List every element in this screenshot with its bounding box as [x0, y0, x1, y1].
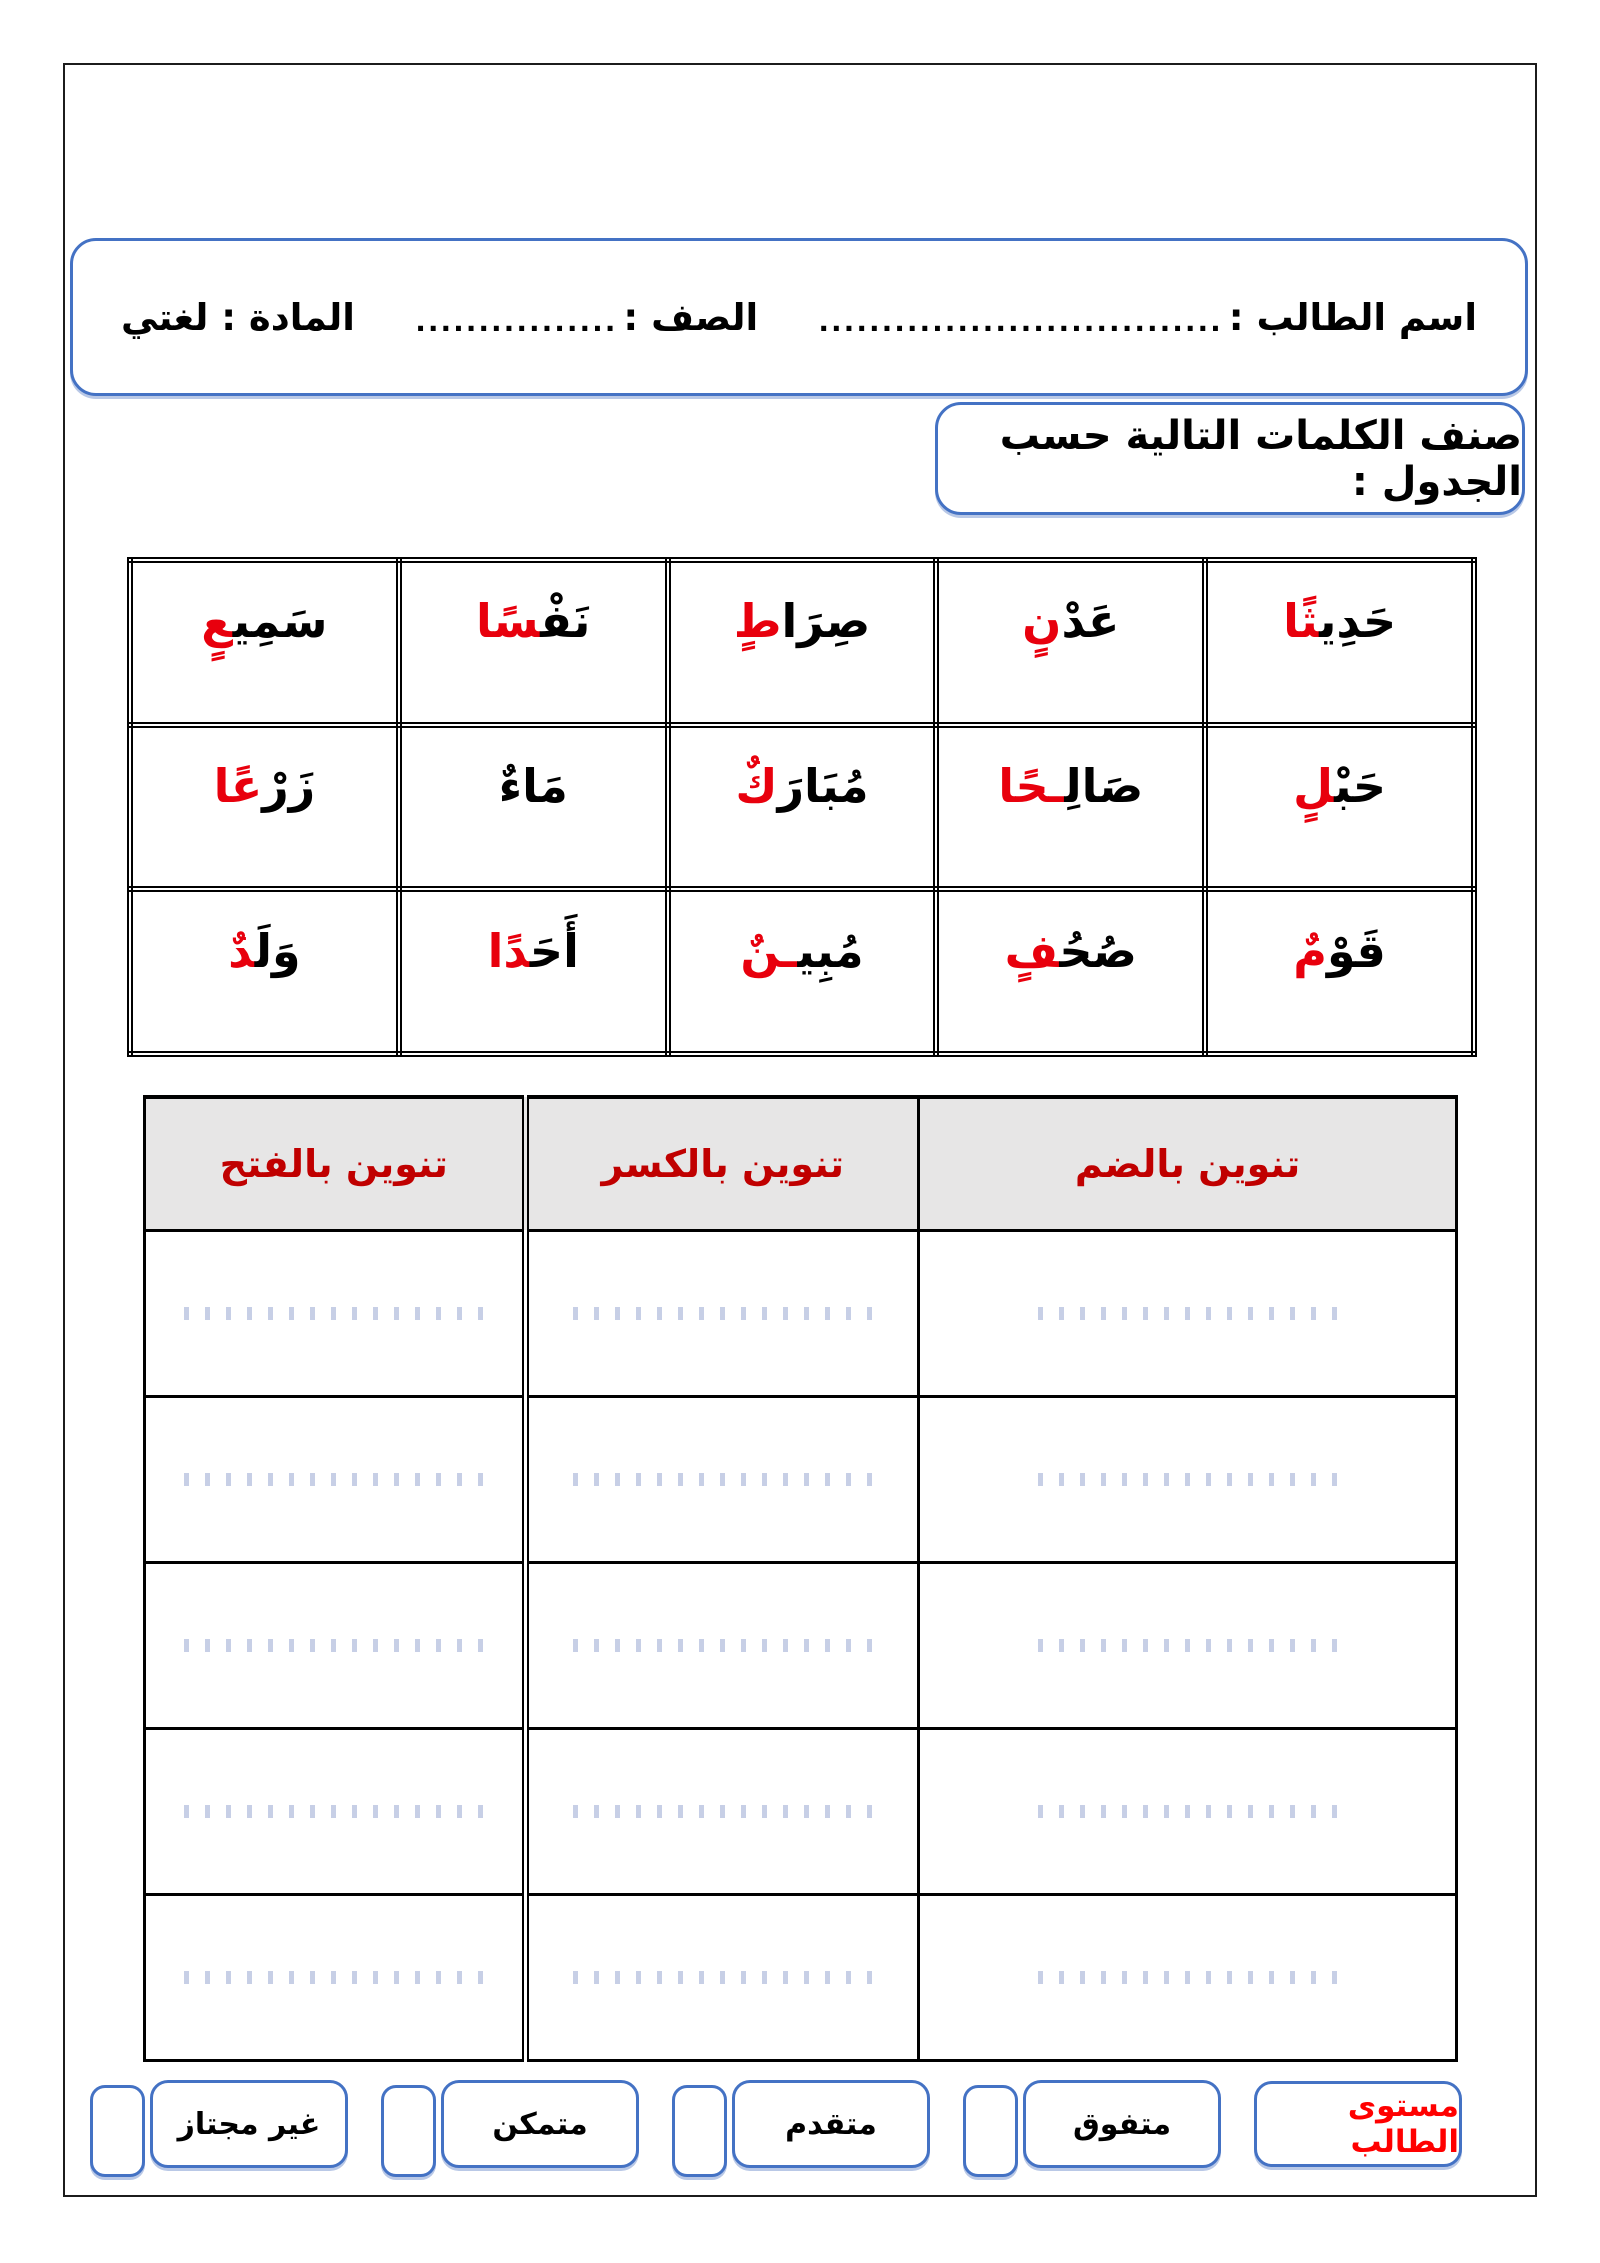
word-red-tanween: ـنٌ — [740, 923, 798, 978]
word-cell — [130, 560, 399, 725]
level-ghair-mujtaz: غير مجتاز — [150, 2080, 348, 2168]
student-level-footer — [90, 2072, 1462, 2176]
word-cell — [399, 725, 668, 890]
word-cell — [1205, 725, 1474, 890]
answer-cell-kasr[interactable] — [525, 1562, 919, 1728]
answer-cell-damm[interactable] — [919, 1894, 1457, 2060]
answer-cell-damm[interactable] — [919, 1728, 1457, 1894]
word-red-tanween: سًا — [475, 594, 541, 649]
subject-label: المادة : لغتي — [121, 295, 355, 339]
answer-cell-kasr[interactable] — [525, 1230, 919, 1396]
answer-row — [145, 1562, 1457, 1728]
answer-cell-fath[interactable] — [145, 1396, 526, 1562]
level-mutafawwiq: متفوق — [1023, 2080, 1221, 2168]
answer-cell-kasr[interactable] — [525, 1728, 919, 1894]
level-mutaqaddim: متقدم — [732, 2080, 930, 2168]
answer-placeholder — [573, 1639, 873, 1652]
word-cell — [1205, 889, 1474, 1054]
instruction-text: صنف الكلمات التالية حسب الجدول : — [999, 412, 1522, 505]
word-cell — [936, 889, 1205, 1054]
header-tanween-fath: تنوين بالفتح — [145, 1097, 526, 1230]
answer-placeholder — [1038, 1473, 1338, 1486]
student-info-box — [70, 238, 1528, 396]
classification-header-row — [145, 1097, 1457, 1230]
answer-cell-fath[interactable] — [145, 1562, 526, 1728]
answer-placeholder — [184, 1639, 484, 1652]
answer-placeholder — [573, 1805, 873, 1818]
word-red-tanween: نٍ — [1022, 594, 1062, 649]
answer-placeholder — [184, 1805, 484, 1818]
word-cell — [936, 560, 1205, 725]
answer-row — [145, 1396, 1457, 1562]
word-red-tanween: لٍ — [1293, 758, 1335, 813]
word-red-tanween: دٌ — [228, 923, 255, 978]
answer-placeholder — [184, 1307, 484, 1320]
level-mutamakkin: متمكن — [441, 2080, 639, 2168]
word-red-tanween: طٍ — [733, 594, 782, 649]
student-info-line — [73, 241, 1525, 393]
word-red-tanween: دًا — [487, 923, 530, 978]
word-black: صَالِ — [1064, 758, 1144, 813]
checkbox-mutafawwiq[interactable] — [963, 2085, 1018, 2177]
word-black: أَحَ — [529, 923, 579, 978]
class-label: الصف : — [623, 295, 759, 339]
word-cell — [130, 889, 399, 1054]
word-cell — [1205, 560, 1474, 725]
word-red-tanween: عٍ — [201, 594, 233, 649]
word-black: وَلَ — [254, 923, 301, 978]
answer-placeholder — [573, 1307, 873, 1320]
answer-cell-fath[interactable] — [145, 1230, 526, 1396]
word-black: عَدْ — [1061, 594, 1120, 649]
level-pair-ghair-mujtaz — [90, 2078, 348, 2170]
header-tanween-kasr: تنوين بالكسر — [525, 1097, 919, 1230]
word-black: سَمِي — [232, 594, 328, 649]
answer-placeholder — [184, 1971, 484, 1984]
level-pair-mutaqaddim — [672, 2078, 930, 2170]
classification-table — [143, 1095, 1458, 2062]
word-grid — [127, 557, 1477, 1057]
word-cell — [130, 725, 399, 890]
word-black: مُبَارَ — [777, 758, 869, 813]
level-pair-mutafawwiq — [963, 2078, 1221, 2170]
checkbox-mutamakkin[interactable] — [381, 2085, 436, 2177]
word-red-tanween: مٌ — [1293, 923, 1327, 978]
word-red-tanween: ثًا — [1283, 594, 1320, 649]
word-cell — [668, 560, 937, 725]
checkbox-mutaqaddim[interactable] — [672, 2085, 727, 2177]
answer-row — [145, 1728, 1457, 1894]
student-name-label: اسم الطالب : — [1228, 295, 1477, 339]
word-grid-row — [130, 725, 1474, 890]
instruction-box — [935, 402, 1525, 515]
word-black: صُحُ — [1059, 923, 1137, 978]
answer-cell-fath[interactable] — [145, 1894, 526, 2060]
word-black: حَبْ — [1334, 758, 1387, 813]
answer-cell-kasr[interactable] — [525, 1396, 919, 1562]
word-red-tanween: كٌ — [735, 758, 778, 813]
answer-cell-damm[interactable] — [919, 1230, 1457, 1396]
word-cell — [399, 560, 668, 725]
subject-field — [121, 296, 355, 339]
word-cell — [936, 725, 1205, 890]
student-level-title: مستوى الطالب — [1254, 2081, 1462, 2167]
answer-cell-damm[interactable] — [919, 1562, 1457, 1728]
word-grid-row — [130, 889, 1474, 1054]
answer-cell-fath[interactable] — [145, 1728, 526, 1894]
student-name-blank[interactable]: ................................ — [818, 304, 1223, 338]
answer-row — [145, 1894, 1457, 2060]
student-name-field — [812, 296, 1477, 339]
word-red-tanween: فٍ — [1004, 923, 1060, 978]
word-cell — [399, 889, 668, 1054]
word-black: قَوْ — [1326, 923, 1386, 978]
word-black: حَدِي — [1319, 594, 1397, 649]
word-black: نَفْ — [540, 594, 591, 649]
word-red-tanween: عًا — [213, 758, 263, 813]
answer-placeholder — [573, 1473, 873, 1486]
answer-placeholder — [1038, 1639, 1338, 1652]
word-cell — [668, 889, 937, 1054]
answer-placeholder — [1038, 1805, 1338, 1818]
word-black: مُبِي — [797, 923, 864, 978]
class-field — [409, 296, 758, 339]
answer-placeholder — [573, 1971, 873, 1984]
word-black: صِرَا — [781, 594, 871, 649]
answer-placeholder — [1038, 1307, 1338, 1320]
word-cell — [668, 725, 937, 890]
word-grid-row — [130, 560, 1474, 725]
word-black: مَاءٌ — [498, 758, 568, 813]
class-blank[interactable]: ................ — [415, 304, 618, 338]
answer-placeholder — [184, 1473, 484, 1486]
checkbox-ghair-mujtaz[interactable] — [90, 2085, 145, 2177]
answer-placeholder — [1038, 1971, 1338, 1984]
answer-cell-kasr[interactable] — [525, 1894, 919, 2060]
level-pair-mutamakkin — [381, 2078, 639, 2170]
answer-cell-damm[interactable] — [919, 1396, 1457, 1562]
answer-row — [145, 1230, 1457, 1396]
word-red-tanween: ـحًا — [998, 758, 1065, 813]
word-black: زَرْ — [262, 758, 316, 813]
header-tanween-damm: تنوين بالضم — [919, 1097, 1457, 1230]
